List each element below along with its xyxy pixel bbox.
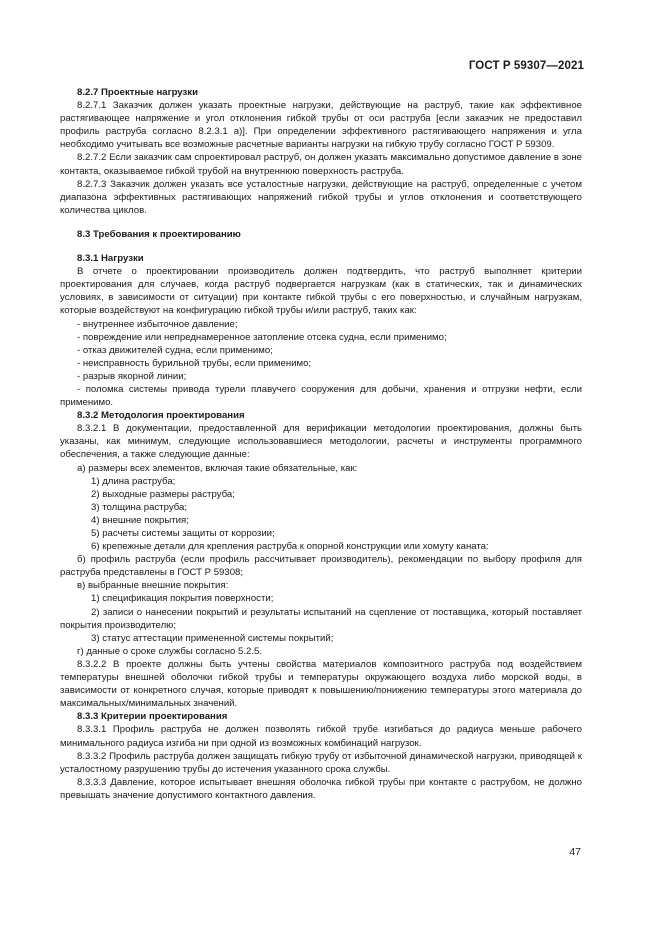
list-item: - разрыв якорной линии;	[77, 370, 187, 382]
paragraph-8-3-2-1: 8.3.2.1 В документации, предоставленной для верификации методологии проектирования, должны быть указаны, как минимум, следующие использовавшиеся методологии, расчеты и инструменты программного обеспечения, а также следующие данные:	[60, 423, 582, 461]
paragraph-8-3-3-2: 8.3.3.2 Профиль раструба должен защищать гибкую трубу от избыточной динамической нагрузки, приводящей к усталостному разрушению трубы до истечения указанного срока службы.	[60, 750, 582, 775]
section-heading-8-3-2: 8.3.2 Методология проектирования	[77, 410, 245, 422]
paragraph-8-2-7-2: 8.2.7.2 Если заказчик сам спроектировал раструб, он должен указать максимально допустимое давление в зоне контакта, оказываемое гибкой трубой на внутреннюю поверхность раструба.	[60, 152, 582, 177]
list-item: 2) записи о нанесении покрытий и результаты испытаний на сцепление от поставщика, который поставляет покрытия производителю;	[60, 606, 582, 631]
list-item: б) профиль раструба (если профиль рассчитывает производитель), рекомендации по выбору профиля для раструба представлены в ГОСТ Р 59308;	[60, 554, 582, 579]
paragraph-8-3-2-2: 8.3.2.2 В проекте должны быть учтены свойства материалов композитного раструба под воздействием температуры внешней оболочки гибкой трубы и температуры окружающего воздуха либо морской воды, в зависимости от конкретного случая, которые приводят к повышению/понижению температуры этого материала до максимальных/минимальных значений.	[60, 658, 582, 710]
list-item: 4) внешние покрытия;	[91, 514, 189, 526]
paragraph-8-3-1: В отчете о проектировании производитель должен подтвердить, что раструб выполняет критерии проектирования для случаев, когда раструб подвергается нагрузкам (как в статических, так и динамических условиях, в зависимости от ситуации) при контакте гибкой трубы с его поверхностью, и случайным нагрузкам, которые воздействуют на конфигурацию гибкой трубы и/или раструб, таких как:	[60, 266, 582, 317]
section-heading-8-3: 8.3 Требования к проектированию	[77, 228, 241, 240]
list-item: 2) выходные размеры раструба;	[91, 488, 235, 500]
document-body	[60, 86, 582, 802]
list-item: 1) спецификация покрытия поверхности;	[91, 593, 274, 605]
list-item: - внутреннее избыточное давление;	[77, 318, 238, 330]
section-heading-8-3-3: 8.3.3 Критерии проектирования	[77, 711, 228, 723]
page-number: 47	[569, 846, 581, 858]
paragraph-8-3-3-1: 8.3.3.1 Профиль раструба не должен позволять гибкой трубе изгибаться до радиуса меньше рабочего минимального радиуса изгиба ни при одной из возможных комбинаций нагрузок.	[60, 724, 582, 749]
list-item: - неисправность бурильной трубы, если применимо;	[77, 357, 312, 369]
spacer	[60, 217, 582, 228]
list-item: г) данные о сроке службы согласно 5.2.5.	[77, 645, 263, 657]
list-item: 3) толщина раструба;	[91, 501, 188, 513]
spacer	[60, 241, 582, 252]
paragraph-8-3-3-3: 8.3.3.3 Давление, которое испытывает внешняя оболочка гибкой трубы при контакте с раструбом, не должно превышать значение допустимого контактного давления.	[60, 776, 582, 801]
list-item: 3) статус аттестации примененной системы покрытий;	[91, 632, 334, 644]
list-item: 1) длина раструба;	[91, 475, 176, 487]
list-item: а) размеры всех элементов, включая такие обязательные, как:	[77, 462, 358, 474]
standard-header: ГОСТ Р 59307—2021	[468, 60, 584, 72]
list-item: в) выбранные внешние покрытия:	[77, 580, 229, 592]
section-heading-8-2-7: 8.2.7 Проектные нагрузки	[77, 87, 198, 98]
paragraph-8-2-7-1: 8.2.7.1 Заказчик должен указать проектные нагрузки, действующие на раструб, такие как эффективное растягивающее напряжение и угол отклонения гибкой трубы от оси раструба [если заказчик не предоставил профиль раструба согласно 8.2.3.1 а)]. При определении эффективного растягивающего напряжения и угла необходимо учитывать все возможные расчетные варианты нагрузки на гибкую трубу согласно ГОСТ Р 59309.	[60, 100, 582, 151]
section-heading-8-3-1: 8.3.1 Нагрузки	[77, 253, 144, 265]
paragraph-8-2-7-3: 8.2.7.3 Заказчик должен указать все усталостные нагрузки, действующие на раструб, определенные с учетом диапазона эффективных растягивающих напряжений гибкой трубы и углов отклонения и соответствующего количества циклов.	[60, 178, 582, 216]
list-item: - поломка системы привода турели плавучего сооружения для добычи, хранения и отгрузки нефти, если применимо.	[60, 383, 582, 409]
list-item: - повреждение или непреднамеренное затопление отсека судна, если применимо;	[77, 331, 447, 343]
list-item: 5) расчеты системы защиты от коррозии;	[91, 528, 275, 539]
list-item: 6) крепежные детали для крепления раструба к опорной конструкции или хомуту каната:	[91, 541, 489, 553]
list-item: - отказ движителей судна, если применимо;	[77, 344, 273, 356]
